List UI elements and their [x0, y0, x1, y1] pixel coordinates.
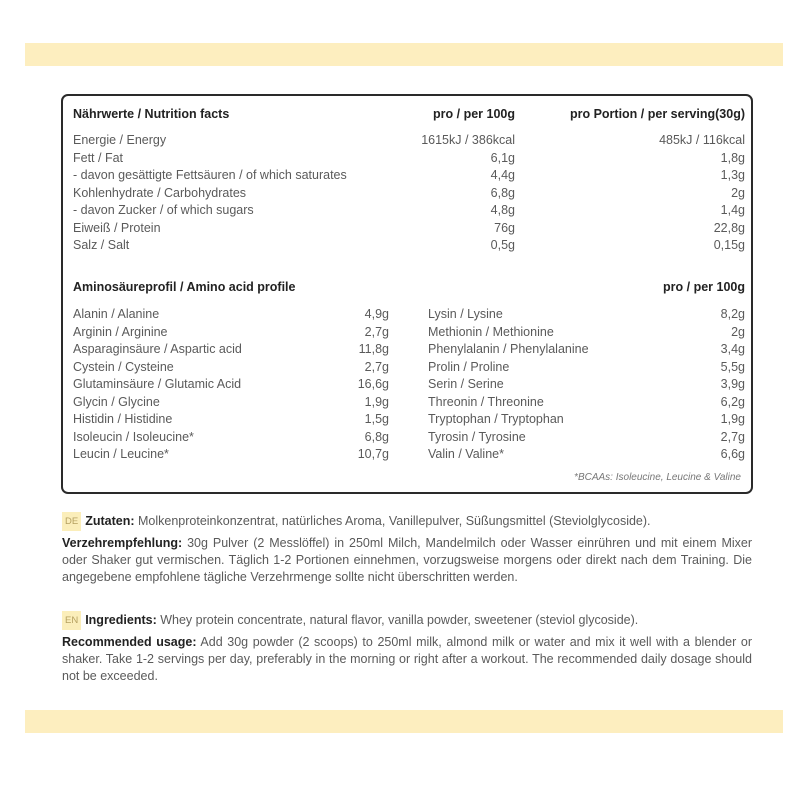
amino-left-label: Arginin / Arginine: [73, 324, 168, 339]
en-usage-text: Add 30g powder (2 scoops) to 250ml milk, almond milk or water and mix it well with a blender or shaker. Take 1-2 servings per day, preferably in the morning or right after a workout. The recommended daily dosage should not be exceeded.: [62, 635, 752, 683]
amino-left-value: 1,5g: [364, 412, 389, 426]
amino-right-label: Valin / Valine*: [428, 447, 504, 461]
amino-col-per-100g: pro / per 100g: [663, 280, 745, 294]
amino-right-value: 6,2g: [720, 394, 745, 409]
amino-left-label: Asparaginsäure / Aspartic acid: [73, 342, 242, 356]
nutrition-row-per-serving: 1,8g: [720, 150, 745, 165]
amino-right-value: 3,9g: [720, 377, 745, 391]
nutrition-row-per-100g: 76g: [494, 220, 515, 235]
nutrition-row-per-100g: 6,1g: [490, 150, 515, 165]
amino-right-label: Tryptophan / Tryptophan: [428, 412, 564, 426]
nutrition-row-per-100g: 1615kJ / 386kcal: [421, 133, 515, 147]
amino-left-label: Isoleucin / Isoleucine*: [73, 429, 194, 444]
amino-right-label: Serin / Serine: [428, 377, 504, 391]
amino-left-label: Alanin / Alanine: [73, 307, 160, 321]
nutrition-row-per-serving: 485kJ / 116kcal: [659, 133, 745, 147]
amino-right-label: Phenylalanin / Phenylalanine: [428, 342, 589, 356]
nutrition-row-label: Fett / Fat: [73, 150, 124, 165]
amino-right-value: 3,4g: [720, 342, 745, 356]
amino-title: Aminosäureprofil / Amino acid profile: [73, 280, 296, 294]
amino-right-label: Tyrosin / Tyrosine: [428, 429, 526, 444]
amino-left-value: 16,6g: [357, 377, 389, 391]
top-decorative-band: [25, 43, 783, 66]
amino-right-label: Prolin / Proline: [428, 359, 510, 374]
lang-badge-en: EN: [62, 611, 81, 630]
amino-right-value: 2,7g: [720, 429, 745, 444]
amino-left-value: 4,9g: [364, 307, 389, 321]
amino-right-value: 6,6g: [720, 447, 745, 461]
amino-right-label: Methionin / Methionine: [428, 324, 554, 339]
nutrition-row-label: Eiweiß / Protein: [73, 220, 161, 235]
amino-left-value: 2,7g: [364, 359, 389, 374]
en-ingredients-label: Ingredients:: [85, 613, 157, 627]
amino-left-value: 1,9g: [364, 394, 389, 409]
amino-left-value: 11,8g: [358, 342, 389, 356]
nutrition-facts-box: [61, 94, 753, 494]
en-ingredients: [62, 611, 752, 630]
amino-right-label: Threonin / Threonine: [428, 394, 544, 409]
nutrition-row-per-serving: 22,8g: [713, 220, 745, 235]
amino-left-label: Glycin / Glycine: [73, 394, 160, 409]
nutrition-row-label: - davon Zucker / of which sugars: [73, 203, 254, 217]
nutrition-row-per-100g: 0,5g: [490, 238, 515, 252]
amino-right-value: 2g: [731, 324, 745, 339]
nutrition-title: Nährwerte / Nutrition facts: [73, 107, 230, 121]
amino-left-value: 10,7g: [357, 447, 389, 461]
amino-left-label: Cystein / Cysteine: [73, 359, 174, 374]
nutrition-row-per-100g: 4,8g: [490, 203, 515, 217]
de-usage-text: 30g Pulver (2 Messlöffel) in 250ml Milch, Mandelmilch oder Wasser einrühren und mit einem Mixer oder Shaker gut vermischen. Täglich 1-2 Portionen einnehmen, vorzugsweise morgens oder direkt nach dem Training. Die angegebene empfohlene tägliche Verzehrmenge sollte nicht überschritten werden.: [62, 536, 752, 584]
de-ingredients: [62, 512, 752, 531]
de-usage-label: Verzehrempfehlung:: [62, 536, 183, 550]
nutrition-row-label: Kohlenhydrate / Carbohydrates: [73, 185, 247, 200]
nutrition-row-per-serving: 2g: [731, 185, 745, 200]
de-ingredients-text: Molkenproteinkonzentrat, natürliches Aroma, Vanillepulver, Süßungsmittel (Steviolglycoside).: [134, 514, 651, 528]
nutrition-row-per-serving: 1,4g: [720, 203, 745, 217]
nutrition-col-per-serving: pro Portion / per serving(30g): [569, 107, 745, 121]
lang-badge-de: DE: [62, 512, 81, 531]
amino-right-value: 5,5g: [720, 359, 745, 374]
amino-right-value: 1,9g: [720, 412, 745, 426]
nutrition-row-per-100g: 6,8g: [490, 185, 515, 200]
de-usage: [62, 535, 752, 586]
en-usage: [62, 634, 752, 685]
amino-left-value: 6,8g: [364, 429, 389, 444]
amino-left-value: 2,7g: [364, 324, 389, 339]
nutrition-row-per-100g: 4,4g: [490, 168, 515, 182]
bottom-decorative-band: [25, 710, 783, 733]
nutrition-row-label: - davon gesättigte Fettsäuren / of which saturates: [73, 168, 347, 182]
amino-left-label: Histidin / Histidine: [73, 412, 173, 426]
amino-left-label: Glutaminsäure / Glutamic Acid: [73, 377, 242, 391]
amino-right-value: 8,2g: [720, 307, 745, 321]
en-ingredients-text: Whey protein concentrate, natural flavor, vanilla powder, sweetener (steviol glycoside).: [156, 613, 639, 627]
bcaa-footnote: *BCAAs: Isoleucine, Leucine & Valine: [574, 472, 741, 483]
en-usage-label: Recommended usage:: [62, 635, 197, 649]
nutrition-row-per-serving: 1,3g: [720, 168, 745, 182]
nutrition-col-per-100g: pro / per 100g: [433, 107, 515, 121]
nutrition-row-label: Energie / Energy: [73, 133, 167, 147]
de-ingredients-label: Zutaten:: [85, 514, 135, 528]
nutrition-row-per-serving: 0,15g: [713, 238, 745, 252]
amino-right-label: Lysin / Lysine: [428, 307, 503, 321]
amino-left-label: Leucin / Leucine*: [73, 447, 169, 461]
nutrition-row-label: Salz / Salt: [73, 238, 130, 252]
